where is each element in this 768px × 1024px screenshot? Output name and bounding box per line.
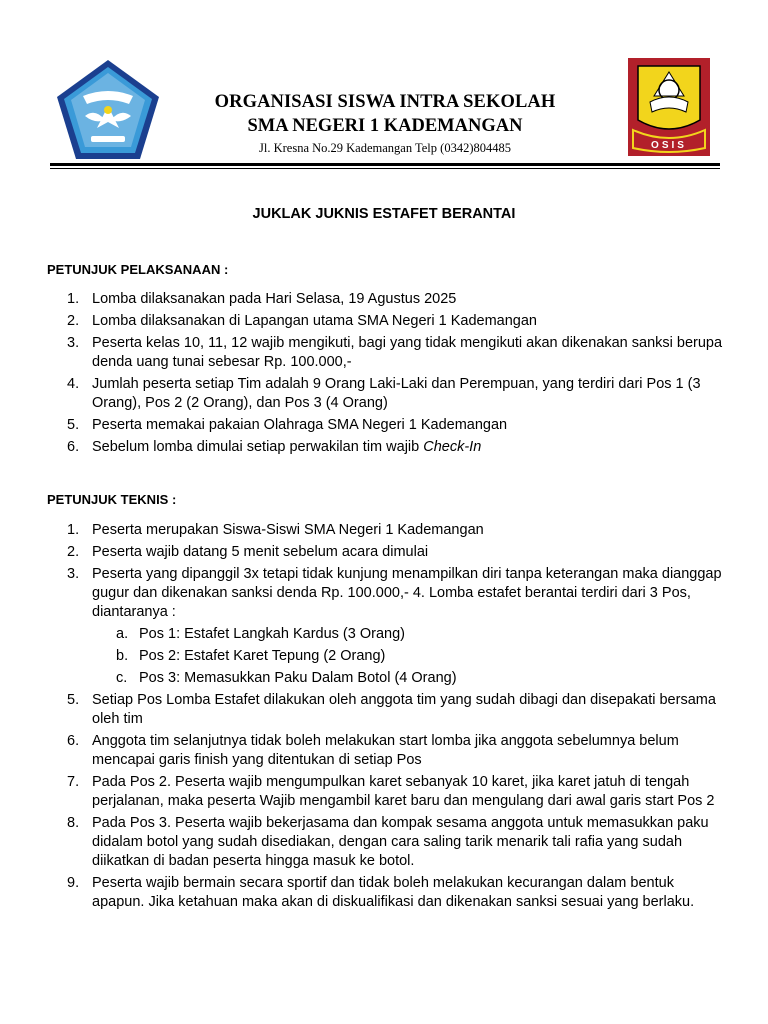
list-item-text: Lomba dilaksanakan di Lapangan utama SMA Negeri 1 Kademangan	[92, 313, 537, 329]
list-item-number: 1.	[67, 291, 80, 307]
osis-logo-text: OSIS	[651, 140, 687, 151]
list-item-text: Peserta kelas 10, 11, 12 wajib mengikuti, bagi yang tidak mengikuti akan dikenakan sanksi berupa denda uang tunai sebesar Rp. 100.000,-	[92, 335, 723, 370]
list-item-number: 5.	[67, 692, 80, 708]
list-item-text: Peserta wajib datang 5 menit sebelum acara dimulai	[92, 544, 429, 560]
letterhead	[160, 92, 610, 156]
list-item-text: Pada Pos 3. Peserta wajib bekerjasama dan kompak sesama anggota untuk memasukkan paku didalam botol yang sudah disediakan, dengan cara saling tarik menarik tali rafia yang sudah diikatkan di badan peserta hingga masuk ke botol.	[92, 815, 709, 869]
list-item	[47, 438, 727, 457]
list-item	[47, 732, 727, 770]
sub-list-item-letter: a.	[116, 626, 129, 642]
list-item-number: 7.	[67, 774, 80, 790]
list-item-number: 6.	[67, 733, 80, 749]
list-item-number: 5.	[67, 417, 80, 433]
list-item-number: 1.	[67, 522, 80, 538]
list-item	[47, 691, 727, 729]
list-item	[47, 521, 727, 540]
list-item-number: 3.	[67, 566, 80, 582]
section-heading-teknis: PETUNJUK TEKNIS :	[47, 492, 177, 507]
list-item-text: Setiap Pos Lomba Estafet dilakukan oleh anggota tim yang sudah dibagi dan disepakati bersama oleh tim	[92, 692, 716, 727]
school-address: Jl. Kresna No.29 Kademangan Telp (0342)804485	[259, 141, 511, 155]
list-item-number: 2.	[67, 544, 80, 560]
header-divider-thin	[50, 168, 720, 169]
school-name: SMA NEGERI 1 KADEMANGAN	[247, 116, 523, 136]
list-item-text: Jumlah peserta setiap Tim adalah 9 Orang Laki-Laki dan Perempuan, yang terdiri dari Pos 1 (3 Orang), Pos 2 (2 Orang), dan Pos 3 (4 Orang)	[92, 376, 701, 411]
list-item-number: 3.	[67, 335, 80, 351]
list-item-text: Peserta memakai pakaian Olahraga SMA Negeri 1 Kademangan	[92, 417, 508, 433]
document-title: JUKLAK JUKNIS ESTAFET BERANTAI	[252, 206, 516, 222]
pelaksanaan-list	[47, 290, 727, 460]
list-item-text: Sebelum lomba dimulai setiap perwakilan tim wajib	[92, 439, 424, 455]
list-item	[47, 773, 727, 811]
list-item	[47, 565, 727, 688]
teknis-list	[47, 521, 727, 915]
header-divider-thick	[50, 163, 720, 166]
list-item-text: Peserta yang dipanggil 3x tetapi tidak kunjung menampilkan diri tanpa keterangan maka dianggap gugur dan dikenakan sanksi denda Rp. 100.000,- 4. Lomba estafet berantai terdiri dari 3 Pos, diantaranya :	[92, 566, 722, 620]
list-item	[47, 375, 727, 413]
osis-pentagon-emblem-icon	[55, 58, 161, 162]
list-item	[47, 814, 727, 871]
list-item-number: 6.	[67, 439, 80, 455]
list-item	[47, 543, 727, 562]
list-item	[47, 416, 727, 435]
sub-list-item	[92, 669, 727, 688]
list-item-number: 2.	[67, 313, 80, 329]
org-name: ORGANISASI SISWA INTRA SEKOLAH	[214, 92, 556, 112]
list-item-text: Peserta wajib bermain secara sportif dan tidak boleh melakukan kecurangan dalam bentuk apapun. Jika ketahuan maka akan di diskualifikasi dan dikenakan sanksi sesuai yang berlaku.	[92, 875, 695, 910]
list-item	[47, 874, 727, 912]
list-item-number: 8.	[67, 815, 80, 831]
list-item-text: Pada Pos 2. Peserta wajib mengumpulkan karet sebanyak 10 karet, jika karet jatuh di tengah perjalanan, maka peserta Wajib mengambil karet baru dan mengulang dari awal garis start Pos 2	[92, 774, 715, 809]
sub-list-item	[92, 625, 727, 644]
list-item	[47, 290, 727, 309]
sub-list-item-text: Pos 1: Estafet Langkah Kardus (3 Orang)	[139, 626, 405, 642]
sub-list-item	[92, 647, 727, 666]
list-item-text: Lomba dilaksanakan pada Hari Selasa, 19 Agustus 2025	[92, 291, 457, 307]
list-item	[47, 334, 727, 372]
list-item-italic-text: Check-In	[423, 439, 482, 455]
sub-list-item-text: Pos 3: Memasukkan Paku Dalam Botol (4 Orang)	[139, 670, 457, 686]
list-item-text: Peserta merupakan Siswa-Siswi SMA Negeri 1 Kademangan	[92, 522, 484, 538]
list-item-number: 4.	[67, 376, 80, 392]
sub-list-item-letter: b.	[116, 648, 129, 664]
list-item	[47, 312, 727, 331]
sub-list-item-text: Pos 2: Estafet Karet Tepung (2 Orang)	[139, 648, 386, 664]
list-item-text: Anggota tim selanjutnya tidak boleh melakukan start lomba jika anggota sebelumnya belum mencapai garis finish yang ditentukan di setiap Pos	[92, 733, 679, 768]
sub-list	[92, 625, 727, 688]
section-heading-pelaksanaan: PETUNJUK PELAKSANAAN :	[47, 262, 229, 277]
osis-shield-emblem-icon	[628, 58, 710, 156]
list-item-number: 9.	[67, 875, 80, 891]
sub-list-item-letter: c.	[116, 670, 128, 686]
